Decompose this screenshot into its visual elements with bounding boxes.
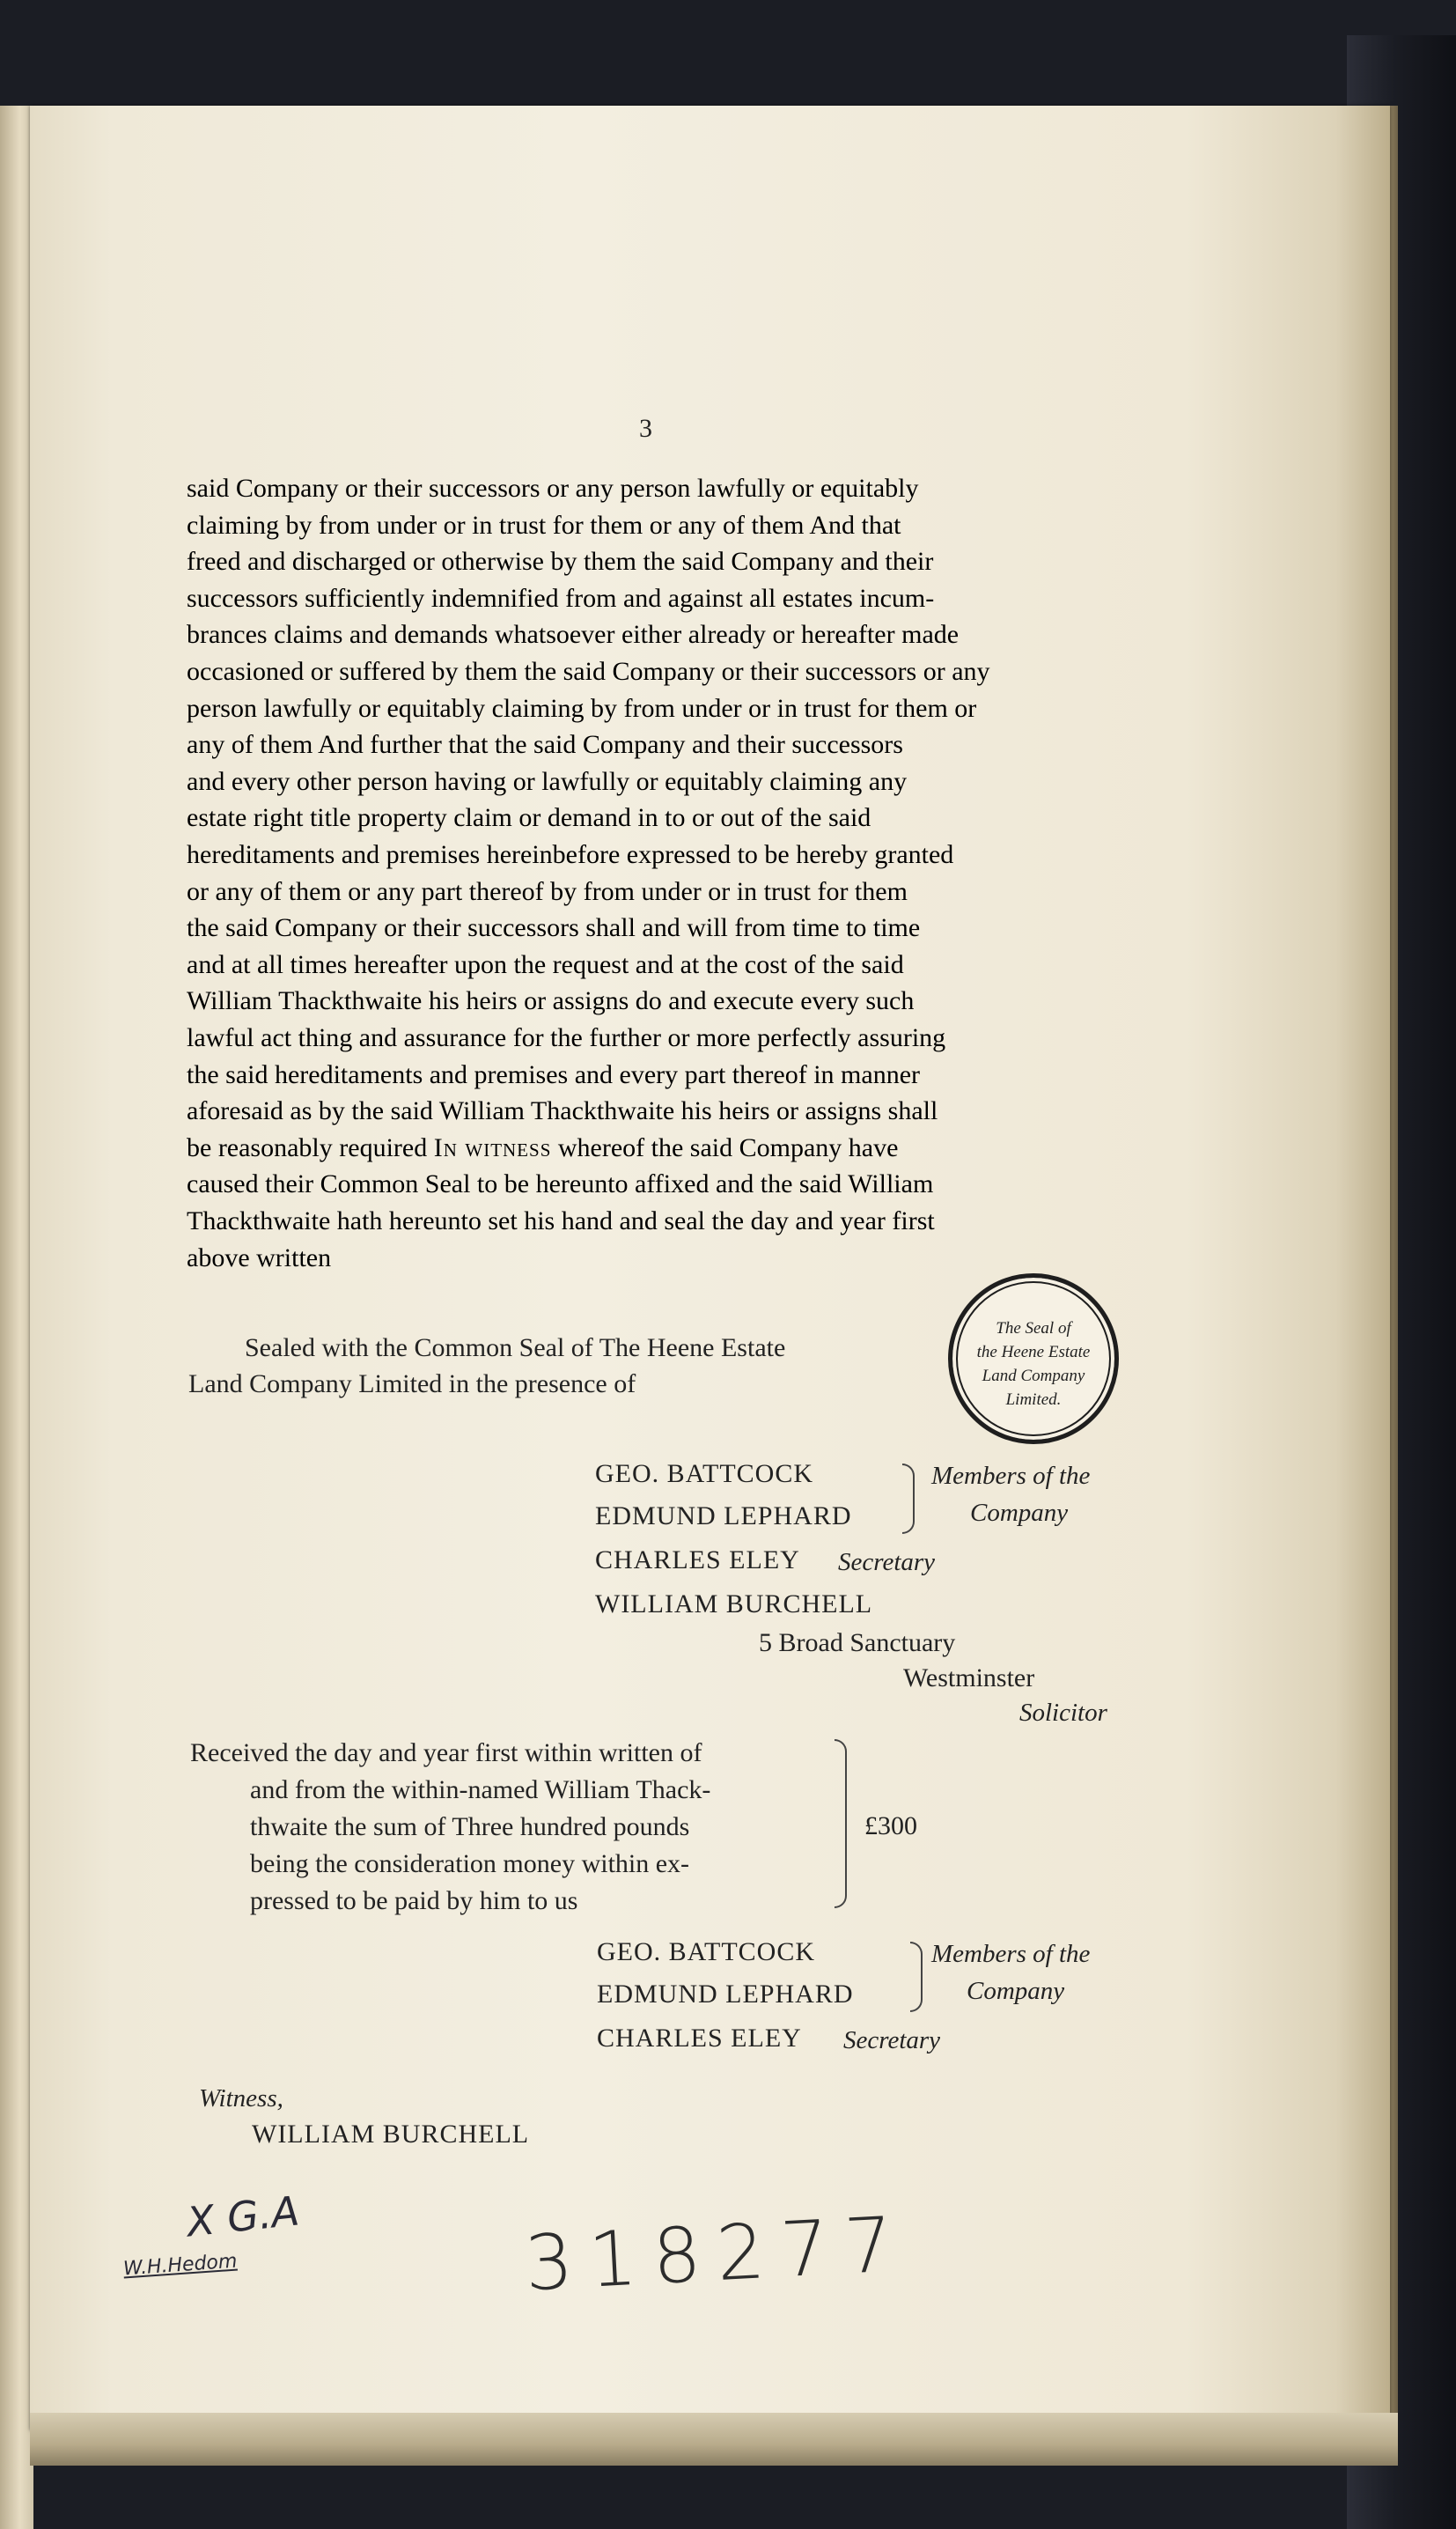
- members-label: Company: [970, 1499, 1069, 1527]
- seal-text-line: Land Company: [982, 1367, 1085, 1385]
- in-witness-smallcaps: In witness: [433, 1132, 552, 1162]
- members-label: Company: [967, 1977, 1065, 2005]
- body-line: claiming by from under or in trust for them or any of them And that: [187, 510, 901, 540]
- receipt-line: Received the day and year first within written of: [190, 1738, 702, 1767]
- witness-clause-before: be reasonably required: [187, 1132, 434, 1162]
- body-line: freed and discharged or otherwise by them the said Company and their: [187, 547, 934, 577]
- signatory-name: EDMUND LEPHARD: [595, 1501, 852, 1530]
- body-line: brances claims and demands whatsoever either already or hereafter made: [187, 620, 960, 650]
- signatory-name: GEO. BATTCOCK: [597, 1937, 816, 1966]
- company-seal: [948, 1273, 1119, 1444]
- witness-clause-line: [187, 1130, 898, 1167]
- signatory-name: CHARLES ELEY: [595, 1545, 800, 1574]
- body-line: any of them And further that the said Company and their successors: [187, 730, 903, 760]
- receipt-line: pressed to be paid by him to us: [250, 1886, 578, 1915]
- signatory-name: GEO. BATTCOCK: [595, 1459, 814, 1488]
- body-line: above written: [187, 1242, 332, 1272]
- witness-clause-after: whereof the said Company have: [551, 1132, 899, 1162]
- receipt-brace: [835, 1739, 847, 1908]
- sealed-line-1: Sealed with the Common Seal of The Heene Estate: [245, 1333, 786, 1362]
- body-line: Thackthwaite hath hereunto set his hand and seal the day and year first: [187, 1206, 935, 1235]
- address-line: 5 Broad Sanctuary: [759, 1628, 956, 1657]
- secretary-label: Secretary: [838, 1548, 936, 1576]
- page-bottom-edge: [30, 2413, 1398, 2466]
- witness-label: Witness,: [199, 2084, 283, 2112]
- body-line: or any of them or any part thereof by from under or in trust for them: [187, 876, 908, 906]
- receipt-line: thwaite the sum of Three hundred pounds: [250, 1812, 690, 1841]
- sealed-line-2: Land Company Limited in the presence of: [188, 1369, 636, 1398]
- body-line: the said Company or their successors shall and will from time to time: [187, 913, 921, 943]
- signatory-name: EDMUND LEPHARD: [597, 1980, 854, 2009]
- handwritten-initials: X G.A: [184, 2186, 302, 2246]
- body-line: lawful act thing and assurance for the further or more perfectly assuring: [187, 1023, 946, 1052]
- receipt-line: and from the within-named William Thack-: [250, 1775, 711, 1804]
- handwritten-number: 318277: [522, 2200, 911, 2309]
- witness-name: WILLIAM BURCHELL: [252, 2120, 530, 2149]
- page-number: 3: [639, 414, 652, 443]
- deed-body: [187, 470, 1120, 1280]
- body-line: aforesaid as by the said William Thackthwaite his heirs or assigns shall: [187, 1096, 938, 1126]
- members-label: Members of the: [931, 1940, 1091, 1968]
- signatory-name: WILLIAM BURCHELL: [595, 1589, 873, 1618]
- secretary-label: Secretary: [843, 2026, 941, 2054]
- body-line: caused their Common Seal to be hereunto affixed and the said William: [187, 1169, 934, 1199]
- body-line: and every other person having or lawfully or equitably claiming any: [187, 766, 908, 796]
- body-line: said Company or their successors or any person lawfully or equitably: [187, 474, 919, 503]
- seal-text-line: Limited.: [1005, 1390, 1062, 1409]
- members-brace: [902, 1464, 915, 1534]
- seal-text-line: The Seal of: [996, 1319, 1071, 1338]
- body-line: successors sufficiently indemnified from and against all estates incum-: [187, 583, 935, 613]
- handwritten-signature: W.H.Hedom: [122, 2250, 239, 2281]
- receipt-line: being the consideration money within ex-: [250, 1849, 690, 1878]
- body-line: William Thackthwaite his heirs or assigns do and execute every such: [187, 986, 915, 1016]
- address-line: Westminster: [903, 1663, 1035, 1692]
- body-line: the said hereditaments and premises and every part thereof in manner: [187, 1059, 921, 1089]
- body-line: estate right title property claim or demand in to or out of the said: [187, 803, 871, 833]
- seal-text-line: the Heene Estate: [976, 1343, 1091, 1361]
- members-label: Members of the: [931, 1462, 1091, 1490]
- signatory-name: CHARLES ELEY: [597, 2024, 802, 2053]
- members-brace: [910, 1942, 923, 2012]
- body-line: and at all times hereafter upon the request and at the cost of the said: [187, 949, 904, 979]
- body-line: hereditaments and premises hereinbefore expressed to be hereby granted: [187, 840, 954, 869]
- body-line: occasioned or suffered by them the said Company or their successors or any: [187, 657, 990, 686]
- left-page-edge: [0, 106, 33, 2529]
- solicitor-label: Solicitor: [1019, 1699, 1107, 1727]
- receipt-amount: £300: [864, 1811, 917, 1840]
- body-line: person lawfully or equitably claiming by from under or in trust for them or: [187, 693, 977, 723]
